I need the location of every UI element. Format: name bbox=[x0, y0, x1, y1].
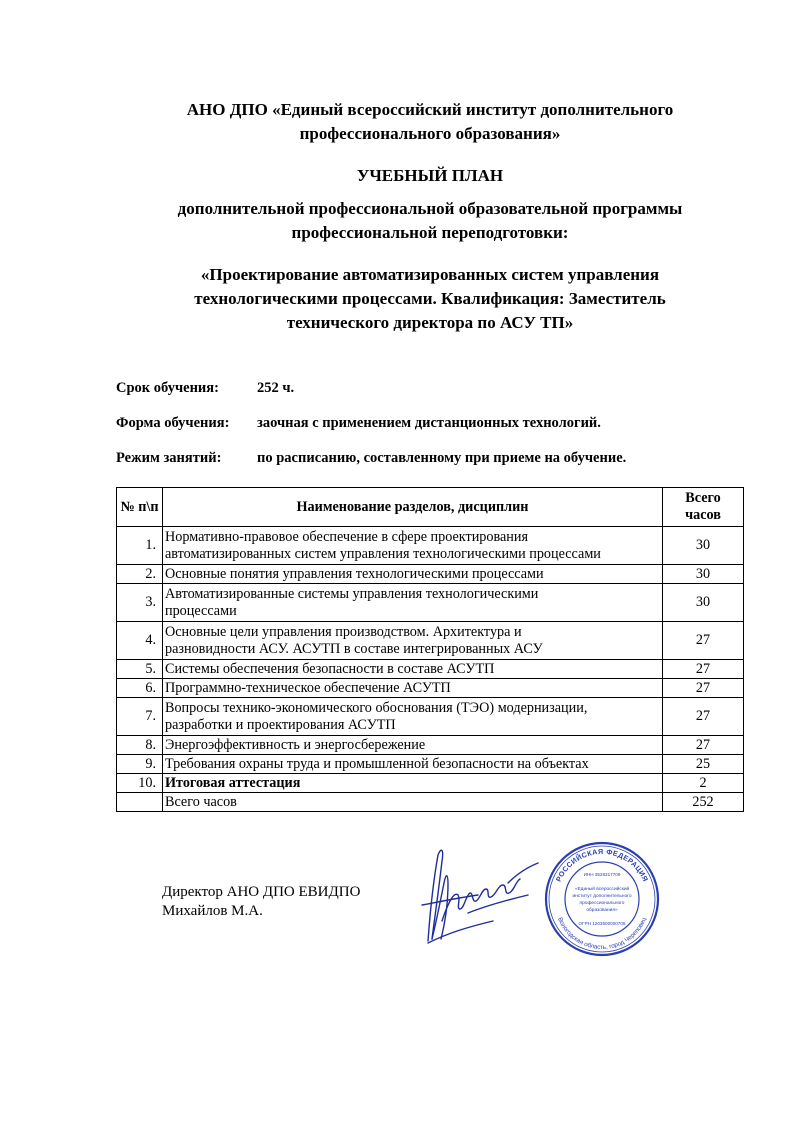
total-hours: 252 bbox=[663, 793, 744, 812]
row-hours: 27 bbox=[663, 660, 744, 679]
row-discipline: Итоговая аттестация bbox=[163, 774, 663, 793]
curriculum-table bbox=[116, 487, 744, 812]
svg-text:ОГРН 1203500000706: ОГРН 1203500000706 bbox=[578, 921, 626, 926]
table-row bbox=[117, 679, 744, 698]
row-number: 8. bbox=[117, 736, 163, 755]
study-form-label: Форма обучения: bbox=[116, 415, 230, 431]
row-discipline: Автоматизированные системы управления технологическими процессами bbox=[163, 584, 663, 622]
svg-text:«Единый всероссийский: «Единый всероссийский bbox=[574, 887, 630, 892]
signer-name: Михайлов М.А. bbox=[162, 903, 263, 919]
svg-text:ИНН 3528317709: ИНН 3528317709 bbox=[583, 872, 621, 877]
row-hours: 2 bbox=[663, 774, 744, 793]
row-hours: 30 bbox=[663, 565, 744, 584]
table-row bbox=[117, 584, 744, 622]
document-title: УЧЕБНЫЙ ПЛАН bbox=[356, 166, 504, 185]
duration-value: 252 ч. bbox=[257, 380, 295, 396]
row-hours: 30 bbox=[663, 527, 744, 565]
seal-graphic bbox=[546, 843, 658, 955]
table-row bbox=[117, 660, 744, 679]
schedule-mode-label: Режим занятий: bbox=[116, 450, 222, 466]
row-number: 4. bbox=[117, 622, 163, 660]
table-row bbox=[117, 774, 744, 793]
duration-label: Срок обучения: bbox=[116, 380, 219, 396]
row-number: 3. bbox=[117, 584, 163, 622]
row-hours: 25 bbox=[663, 755, 744, 774]
table-row bbox=[117, 527, 744, 565]
signature-strokes bbox=[422, 850, 538, 943]
svg-text:образования»: образования» bbox=[586, 908, 618, 913]
row-discipline: Основные цели управления производством. Архитектура и разновидности АСУ. АСУТП в составе интегрированных АСУ bbox=[163, 622, 663, 660]
row-discipline: Вопросы технико-экономического обоснования (ТЭО) модернизации, разработки и проектирования АСУТП bbox=[163, 698, 663, 736]
row-number: 10. bbox=[117, 774, 163, 793]
row-hours: 30 bbox=[663, 584, 744, 622]
schedule-mode-value: по расписанию, составленному при приеме на обучение. bbox=[257, 450, 627, 466]
signer-position: Директор АНО ДПО ЕВИДПО bbox=[162, 884, 361, 900]
row-discipline: Программно-техническое обеспечение АСУТП bbox=[163, 679, 663, 698]
row-hours: 27 bbox=[663, 679, 744, 698]
column-header-number: № п\п bbox=[117, 488, 163, 527]
row-discipline: Системы обеспечения безопасности в составе АСУТП bbox=[163, 660, 663, 679]
table-row bbox=[117, 736, 744, 755]
program-name: «Проектирование автоматизированных систем управления технологическими процессами. Квалификация: Заместитель технического директора по АСУ ТП» bbox=[194, 265, 666, 332]
program-type: дополнительной профессиональной образовательной программы профессиональной переподготовки: bbox=[177, 199, 683, 242]
row-hours: 27 bbox=[663, 736, 744, 755]
row-number: 9. bbox=[117, 755, 163, 774]
signer-block bbox=[162, 883, 360, 921]
row-hours: 27 bbox=[663, 622, 744, 660]
column-header-name: Наименование разделов, дисциплин bbox=[163, 488, 663, 527]
table-row bbox=[117, 755, 744, 774]
column-header-hours: Всего часов bbox=[663, 488, 744, 527]
total-label: Всего часов bbox=[163, 793, 663, 812]
organization-seal bbox=[543, 840, 661, 958]
handwritten-signature bbox=[408, 843, 543, 948]
svg-text:профессионального: профессионального bbox=[579, 901, 625, 906]
row-discipline: Нормативно-правовое обеспечение в сфере проектирования автоматизированных систем управления технологическими процессами bbox=[163, 527, 663, 565]
row-hours: 27 bbox=[663, 698, 744, 736]
organization-name: АНО ДПО «Единый всероссийский институт дополнительного профессионального образования» bbox=[186, 100, 674, 143]
table-row bbox=[117, 622, 744, 660]
svg-text:РОССИЙСКАЯ ФЕДЕРАЦИЯ: РОССИЙСКАЯ ФЕДЕРАЦИЯ bbox=[553, 846, 651, 884]
table-header-row bbox=[117, 488, 744, 527]
table-row bbox=[117, 698, 744, 736]
row-number: 2. bbox=[117, 565, 163, 584]
row-discipline: Основные понятия управления технологическими процессами bbox=[163, 565, 663, 584]
row-discipline: Энергоэффективность и энергосбережение bbox=[163, 736, 663, 755]
row-number: 6. bbox=[117, 679, 163, 698]
row-discipline: Требования охраны труда и промышленной безопасности на объектах bbox=[163, 755, 663, 774]
svg-text:институт дополнительного: институт дополнительного bbox=[572, 894, 632, 899]
row-number: 5. bbox=[117, 660, 163, 679]
row-number: 1. bbox=[117, 527, 163, 565]
row-number: 7. bbox=[117, 698, 163, 736]
table-row bbox=[117, 565, 744, 584]
study-form-value: заочная с применением дистанционных технологий. bbox=[257, 415, 601, 431]
svg-text:Вологодская область, город Чер: Вологодская область, город Череповец bbox=[556, 916, 648, 952]
total-row bbox=[117, 793, 744, 812]
row-number bbox=[117, 793, 163, 812]
